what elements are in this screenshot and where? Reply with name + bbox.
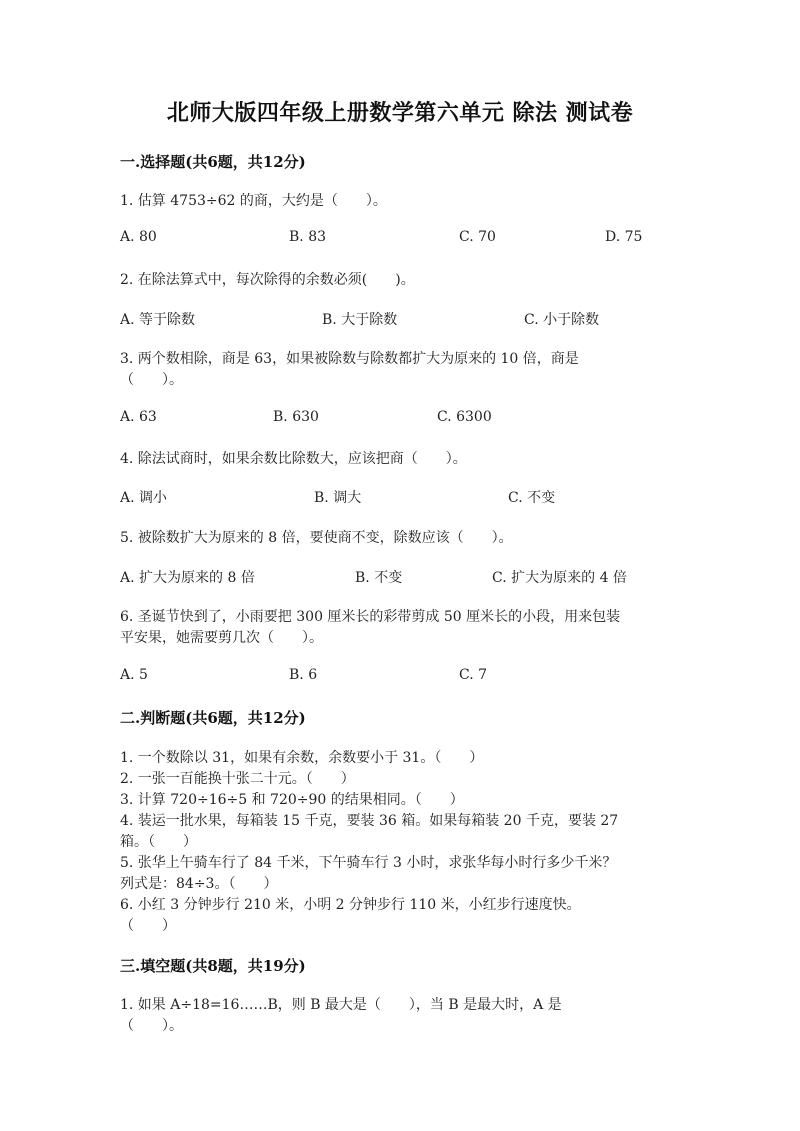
option-b: B. 调大 (314, 490, 362, 506)
question-3-line-2: （ ）。 (120, 372, 183, 388)
judgment-line: 箱。（ ） (120, 834, 197, 850)
judgment-line: 6. 小红 3 分钟步行 210 米，小明 2 分钟步行 110 米，小红步行速度快。 (120, 897, 581, 913)
judgment-line: 2. 一张一百能换十张二十元。（ ） (120, 771, 355, 787)
judgment-line: 4. 装运一批水果，每箱装 15 千克，要装 36 箱。如果每箱装 20 千克，要装 27 (120, 813, 619, 829)
option-a: A. 80 (120, 229, 157, 245)
option-b: B. 不变 (355, 570, 403, 586)
option-d: D. 75 (605, 229, 643, 245)
option-a: A. 等于除数 (120, 312, 196, 328)
section-heading-judgment: 二.判断题(共6题，共12分) (120, 709, 306, 727)
question-4: 4. 除法试商时，如果余数比除数大，应该把商（ ）。 (120, 451, 467, 467)
question-2: 2. 在除法算式中，每次除得的余数必须( )。 (120, 272, 415, 288)
option-c: C. 70 (459, 229, 496, 245)
option-c: C. 小于除数 (524, 312, 600, 328)
option-b: B. 大于除数 (322, 312, 398, 328)
section-heading-choice: 一.选择题(共6题，共12分) (120, 153, 306, 171)
judgment-line: 列式是：84÷3。（ ） (120, 876, 278, 892)
question-6-line-1: 6. 圣诞节快到了，小雨要把 300 厘米长的彩带剪成 50 厘米长的小段，用来包装 (120, 609, 621, 625)
question-1: 1. 估算 4753÷62 的商，大约是（ ）。 (120, 193, 387, 209)
question-3-line-1: 3. 两个数相除，商是 63，如果被除数与除数都扩大为原来的 10 倍，商是 (120, 351, 579, 367)
option-c: C. 7 (459, 667, 488, 683)
judgment-line: 1. 一个数除以 31，如果有余数，余数要小于 31。（ ） (120, 750, 484, 766)
option-c: C. 扩大为原来的 4 倍 (492, 570, 627, 586)
option-c: C. 6300 (437, 409, 492, 425)
option-b: B. 83 (289, 229, 327, 245)
option-a: A. 调小 (120, 490, 168, 506)
option-c: C. 不变 (508, 490, 556, 506)
fill-in-question-1-line-2: （ ）。 (120, 1018, 183, 1034)
question-5: 5. 被除数扩大为原来的 8 倍，要使商不变，除数应该（ ）。 (120, 530, 513, 546)
option-b: B. 6 (289, 667, 318, 683)
section-heading-fill-in: 三.填空题(共8题，共19分) (120, 957, 306, 975)
fill-in-question-1-line-1: 1. 如果 A÷18=16……B，则 B 最大是（ ），当 B 是最大时，A 是 (120, 997, 562, 1013)
option-a: A. 5 (120, 667, 148, 683)
option-a: A. 扩大为原来的 8 倍 (120, 570, 255, 586)
judgment-line: （ ） (120, 918, 176, 934)
judgment-line: 3. 计算 720÷16÷5 和 720÷90 的结果相同。（ ） (120, 792, 464, 808)
option-b: B. 630 (273, 409, 319, 425)
question-6-line-2: 平安果，她需要剪几次（ ）。 (120, 630, 323, 646)
option-a: A. 63 (120, 409, 157, 425)
page-title: 北师大版四年级上册数学第六单元 除法 测试卷 (166, 100, 634, 126)
judgment-line: 5. 张华上午骑车行了 84 千米，下午骑车行 3 小时，求张华每小时行多少千米？ (120, 855, 617, 871)
